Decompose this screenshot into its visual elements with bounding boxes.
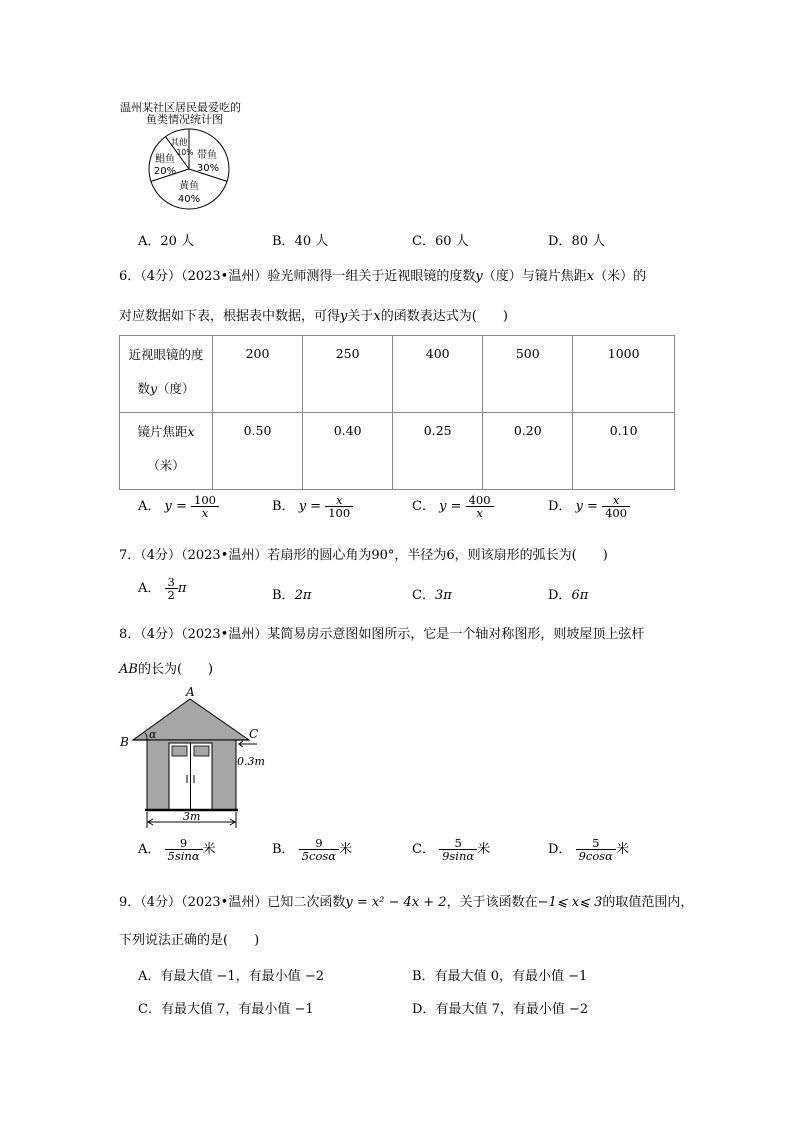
slice-name-other: 其他: [170, 138, 188, 148]
table-cell: 0.50: [213, 413, 303, 490]
q9-option-a[interactable]: A．有最大值 −1，有最小值 −2: [138, 969, 324, 984]
q5-option-a[interactable]: A．20 人: [138, 234, 195, 249]
q9-line2: 下列说法正确的是( ): [119, 933, 260, 948]
q9-option-b[interactable]: B．有最大值 0，有最小值 −1: [412, 969, 588, 984]
label-b: B: [120, 735, 129, 749]
pie-title-line2: 鱼类情况统计图: [146, 113, 223, 126]
slice-pct-huangyu: 40%: [177, 194, 201, 205]
slice-name-huangyu: 黄鱼: [179, 181, 199, 192]
table-row-degree: [120, 336, 675, 413]
table-cell: 250: [303, 336, 393, 413]
q6-data-table: [119, 335, 675, 490]
table-cell: 1000: [573, 336, 675, 413]
q6-option-a[interactable]: A． y = $\frac{100}{x}$: [138, 494, 219, 519]
q8-option-b[interactable]: B． $\frac{9}{5\cos\alpha}$ 米: [272, 836, 353, 864]
table-cell: 400: [393, 336, 483, 413]
label-c: C: [249, 727, 259, 741]
table-cell: 200: [213, 336, 303, 413]
table-cell: 500: [483, 336, 573, 413]
slice-pct-daiyu: 30%: [196, 163, 220, 174]
q5-option-d[interactable]: D．80 人: [548, 234, 606, 249]
q9-option-c[interactable]: C．有最大值 7，有最小值 −1: [138, 1002, 314, 1017]
label-a: A: [186, 685, 195, 699]
q7-option-d[interactable]: D．6π: [548, 588, 589, 603]
q6-line2: 对应数据如下表，根据表中数据，可得y关于x的函数表达式为( ): [119, 309, 508, 324]
label-alpha: α: [149, 728, 157, 741]
door-window-left: [172, 746, 187, 756]
q9-option-d[interactable]: D．有最大值 7，有最小值 −2: [412, 1002, 589, 1017]
table-cell: 0.25: [393, 413, 483, 490]
pie-title-line1: 温州某社区居民最爱吃的: [120, 101, 241, 114]
q8-option-a[interactable]: A． $\frac{9}{5\sin\alpha}$ 米: [138, 836, 216, 864]
q5-option-b[interactable]: B．40 人: [272, 234, 329, 249]
q6-line1: 6．（4分）（2023•温州）验光师测得一组关于近视眼镜的度数y（度）与镜片焦距x（米）的: [119, 269, 647, 284]
q6-option-d[interactable]: D． y = $\frac{x}{400}$: [548, 494, 630, 519]
q8-line1: 8．（4分）（2023•温州）某简易房示意图如图所示，它是一个轴对称图形，则坡屋顶上弦杆: [119, 627, 645, 642]
slice-pct-other: 10%: [176, 148, 194, 157]
table-head-focal: 镜片焦距x （米）: [120, 413, 213, 490]
door-window-right: [194, 746, 209, 756]
slice-name-daiyu: 带鱼: [197, 150, 217, 161]
q5-option-c[interactable]: C．60 人: [412, 234, 469, 249]
label-width: 3m: [183, 810, 201, 823]
slice-name-changyu: 鲳鱼: [155, 154, 175, 165]
slice-pct-changyu: 20%: [153, 166, 177, 177]
q8-line2: AB的长为( ): [119, 662, 214, 677]
table-cell: 0.10: [573, 413, 675, 490]
q9-line1: 9．（4分）（2023•温州）已知二次函数y = x² − 4x + 2，关于该函数在−1⩽ x⩽ 3的取值范围内，: [119, 895, 694, 910]
table-cell: 0.40: [303, 413, 393, 490]
q6-option-c[interactable]: C． y = $\frac{400}{x}$: [412, 494, 494, 519]
q7-option-c[interactable]: C．3π: [412, 588, 452, 603]
q7-option-b[interactable]: B．2π: [272, 588, 312, 603]
label-height: 0.3m: [237, 755, 265, 768]
table-cell: 0.20: [483, 413, 573, 490]
house-figure: [115, 683, 275, 833]
table-head-degree: 近视眼镜的度 数y（度）: [120, 336, 213, 413]
q7-stem: 7．（4分）（2023•温州）若扇形的圆心角为90°，半径为6，则该扇形的弧长为( ): [119, 548, 608, 563]
pie-chart: [140, 124, 240, 216]
q6-option-b[interactable]: B． y = $\frac{x}{100}$: [272, 494, 353, 519]
q8-option-c[interactable]: C． $\frac{5}{9\sin\alpha}$ 米: [412, 836, 491, 864]
q7-option-a[interactable]: A． $\frac{3}{2}$ π: [138, 575, 187, 603]
q8-option-d[interactable]: D． $\frac{5}{9\cos\alpha}$ 米: [548, 836, 629, 864]
table-row-focal: [120, 413, 675, 490]
